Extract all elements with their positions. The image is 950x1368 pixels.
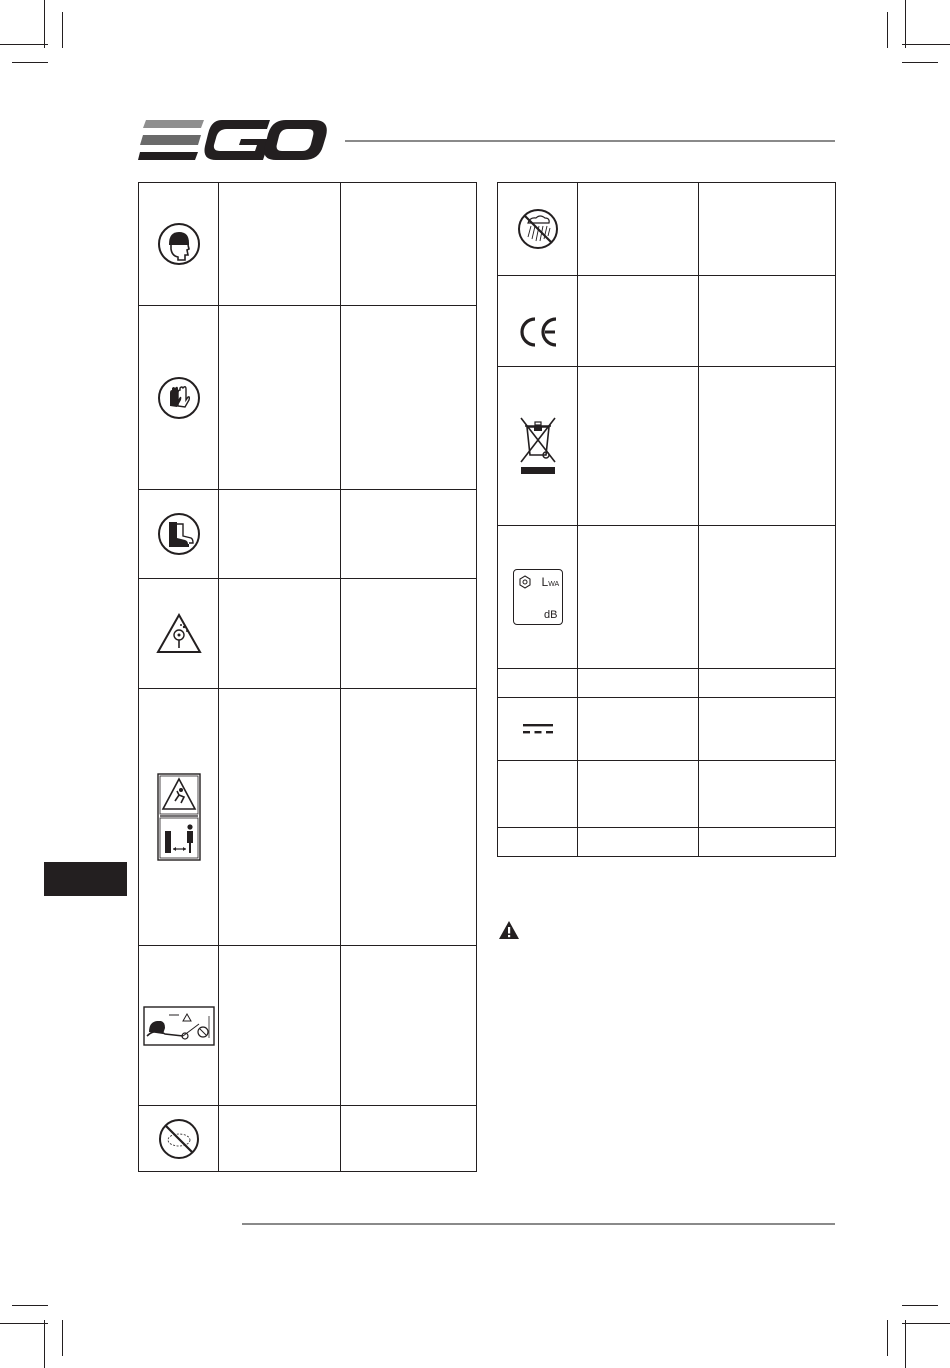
ce-mark-icon (517, 316, 559, 348)
trimmer-label-icon (143, 1006, 215, 1046)
table-row (498, 276, 836, 367)
icon-cell (139, 579, 219, 689)
icon-cell (139, 490, 219, 579)
header-rule (345, 140, 835, 142)
table-row (139, 183, 477, 306)
direct-current-icon (522, 722, 554, 736)
ego-logo-icon (138, 118, 328, 162)
sound-label-lwa: L (541, 575, 549, 589)
table-row (498, 828, 836, 857)
weee-bin-icon (517, 415, 559, 477)
table-row (139, 490, 477, 579)
right-symbol-table (497, 182, 836, 857)
left-symbol-table (138, 182, 477, 1172)
brand-logo (138, 118, 328, 162)
icon-cell (139, 183, 219, 306)
sound-label-db: dB (544, 609, 558, 621)
thrown-objects-warning-icon (156, 613, 202, 655)
table-row (139, 1106, 477, 1172)
table-row (498, 183, 836, 276)
table-row (139, 689, 477, 946)
warning-block (498, 920, 520, 945)
head-protection-icon (157, 222, 201, 266)
icon-cell (139, 306, 219, 490)
icon-cell (498, 367, 578, 526)
bystander-distance-warning-icon (157, 773, 201, 861)
icon-cell (498, 276, 578, 367)
icon-cell (139, 946, 219, 1106)
table-row (498, 761, 836, 828)
icon-cell (498, 183, 578, 276)
table-row (498, 698, 836, 761)
table-row (139, 306, 477, 490)
icon-cell (498, 526, 578, 669)
icon-cell (498, 698, 578, 761)
table-row (498, 367, 836, 526)
warning-triangle-icon (498, 920, 520, 940)
sound-power-label-icon (513, 569, 563, 625)
icon-cell (139, 689, 219, 946)
boots-icon (157, 512, 201, 556)
sound-label-lwa-sub: WA (548, 581, 560, 588)
footer-rule (242, 1223, 835, 1225)
table-row (498, 526, 836, 669)
table-row (498, 669, 836, 698)
table-row (139, 579, 477, 689)
language-tab (44, 862, 127, 896)
icon-cell (139, 1106, 219, 1172)
sound-source-icon (518, 575, 532, 589)
table-row (139, 946, 477, 1106)
gloves-icon (157, 376, 201, 420)
no-blade-icon (158, 1118, 200, 1160)
no-rain-icon (516, 207, 560, 251)
